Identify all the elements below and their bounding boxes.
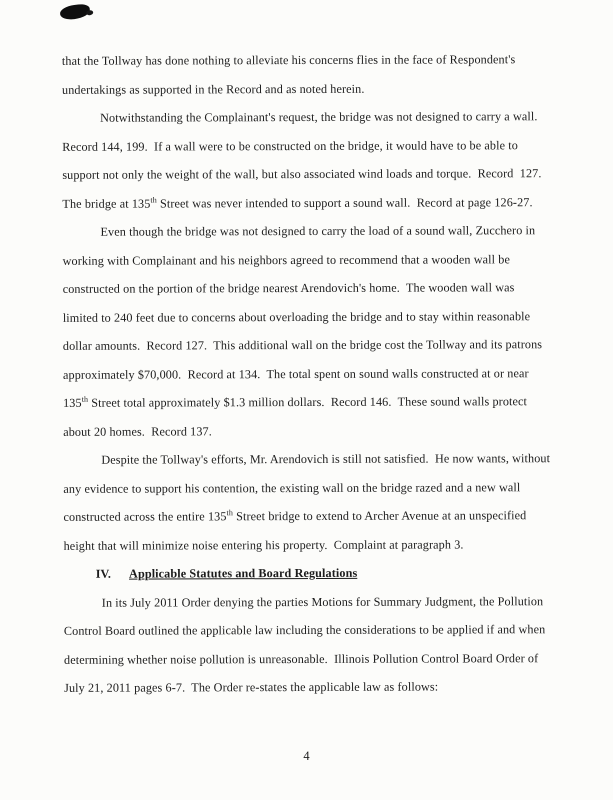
paragraph: Notwithstanding the Complainant's request, the bridge was not designed to carry a wall. Record 144, 199. If a wall were to be constructed on the bridge, it would have to be able to support not only the weight of the wall, but also associated wind loads and torque. Record 127. The bridge at 135th Street was never intended to support a sound wall. Record at page 126-27. [62, 109, 545, 211]
paragraph: In its July 2011 Order denying the parties Motions for Summary Judgment, the Pollution Control Board outlined the applicable law including the considerations to be applied if and when determining whether noise pollution is unreasonable. Illinois Pollution Control Board Order of July 21, 2011 pages 6-7. The Order re-states the applicable law as follows: [63, 593, 549, 695]
paragraph: Despite the Tollway's efforts, Mr. Arendovich is still not satisfied. He now wants, without any evidence to support his contention, the existing wall on the bridge razed and a new wall constructed across the entire 135th Street bridge to extend to Archer Avenue at an unspecified height that will minimize noise entering his property. Complaint at paragraph 3. [63, 451, 554, 553]
page-number: 4 [303, 749, 310, 763]
paragraph: that the Tollway has done nothing to alleviate his concerns flies in the face of Respondent's undertakings as supported in the Record and as noted herein. [61, 52, 519, 97]
paragraph: Even though the bridge was not designed to carry the load of a sound wall, Zucchero in working with Complainant and his neighbors agreed to recommend that a wooden wall be constructed on the portion of the bridge nearest Arendovich's home. The wooden wall was limited to 240 feet due to concerns about overloading the bridge and to stay within reasonable dollar amounts. Record 127. This additional wall on the bridge cost the Tollway and its patrons approximately $70,000. Record at 134. The total spent on sound walls constructed at or near 135th Street total approximately $1.3 million dollars. Record 146. These sound walls protect about 20 homes. Record 137. [62, 223, 546, 439]
heading-number: IV. [95, 566, 112, 581]
heading-title: Applicable Statutes and Board Regulations [129, 565, 358, 581]
document-body [62, 45, 554, 702]
scan-artifact [59, 3, 90, 21]
section-heading [64, 558, 554, 588]
